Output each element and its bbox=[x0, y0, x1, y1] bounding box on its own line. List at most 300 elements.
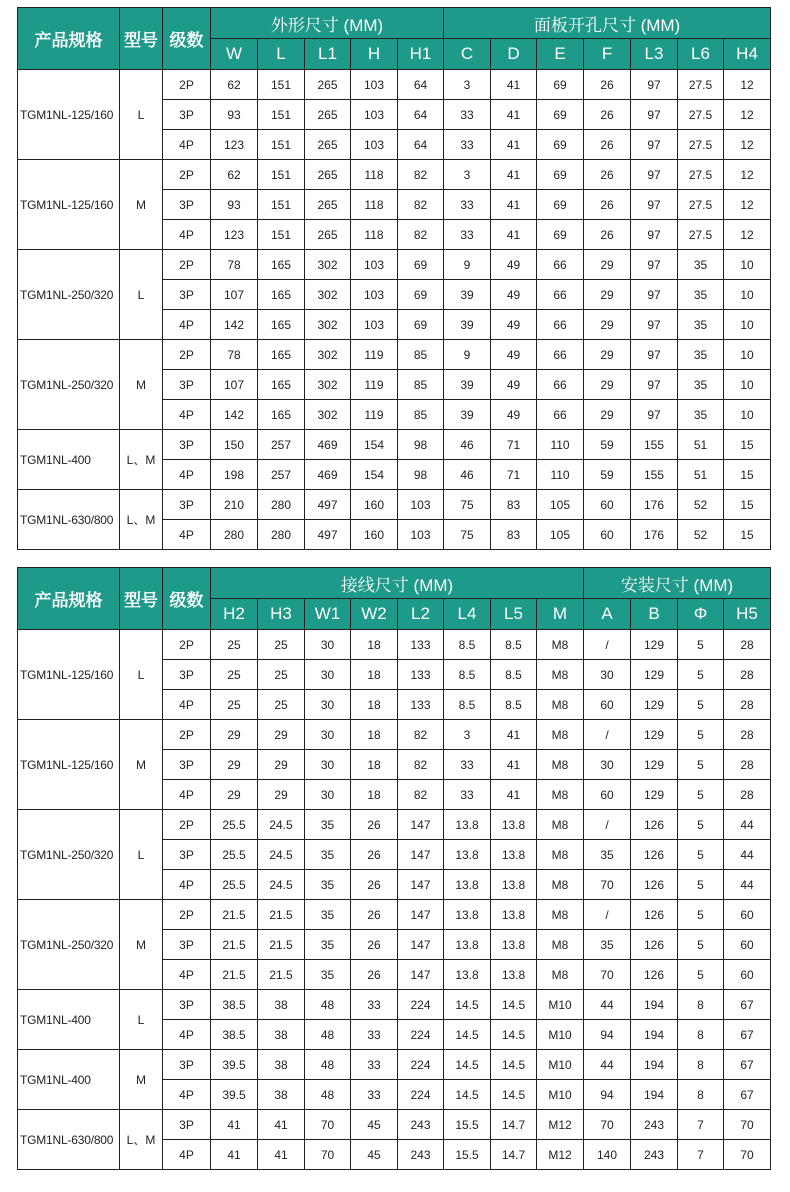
value-cell: 97 bbox=[631, 250, 678, 280]
value-cell: 69 bbox=[398, 250, 444, 280]
value-cell: 142 bbox=[211, 310, 258, 340]
value-cell: 62 bbox=[211, 160, 258, 190]
value-cell: 13.8 bbox=[491, 930, 537, 960]
value-cell: 33 bbox=[351, 990, 398, 1020]
value-cell: 224 bbox=[398, 1020, 444, 1050]
value-cell: 83 bbox=[491, 490, 537, 520]
header-type: 型号 bbox=[120, 8, 163, 70]
value-cell: 66 bbox=[537, 400, 584, 430]
value-cell: 8 bbox=[678, 1050, 724, 1080]
value-cell: 129 bbox=[631, 660, 678, 690]
value-cell: 165 bbox=[258, 400, 305, 430]
model-cell: TGM1NL-125/160 bbox=[18, 720, 120, 810]
value-cell: 27.5 bbox=[678, 160, 724, 190]
value-cell: 10 bbox=[724, 340, 771, 370]
value-cell: 9 bbox=[444, 340, 491, 370]
value-cell: 51 bbox=[678, 430, 724, 460]
value-cell: 26 bbox=[584, 100, 631, 130]
value-cell: 103 bbox=[351, 280, 398, 310]
value-cell: 39.5 bbox=[211, 1080, 258, 1110]
value-cell: 126 bbox=[631, 810, 678, 840]
value-cell: 29 bbox=[211, 780, 258, 810]
value-cell: 28 bbox=[724, 720, 771, 750]
value-cell: M8 bbox=[537, 780, 584, 810]
value-cell: 29 bbox=[584, 310, 631, 340]
value-cell: 14.7 bbox=[491, 1110, 537, 1140]
value-cell: 147 bbox=[398, 840, 444, 870]
pole-cell: 3P bbox=[163, 1050, 211, 1080]
pole-cell: 4P bbox=[163, 220, 211, 250]
table-row bbox=[18, 990, 771, 1020]
value-cell: 119 bbox=[351, 370, 398, 400]
value-cell: 133 bbox=[398, 630, 444, 660]
value-cell: 67 bbox=[724, 990, 771, 1020]
column-header: H2 bbox=[211, 599, 258, 630]
value-cell: 160 bbox=[351, 520, 398, 550]
value-cell: 126 bbox=[631, 870, 678, 900]
value-cell: 29 bbox=[584, 370, 631, 400]
column-header: L5 bbox=[491, 599, 537, 630]
value-cell: 70 bbox=[724, 1140, 771, 1170]
value-cell: 8.5 bbox=[491, 630, 537, 660]
type-cell: L bbox=[120, 70, 163, 160]
column-header: E bbox=[537, 39, 584, 70]
header-installation-dimensions: 安装尺寸 (MM) bbox=[584, 568, 771, 599]
value-cell: 35 bbox=[678, 370, 724, 400]
value-cell: 97 bbox=[631, 280, 678, 310]
value-cell: 210 bbox=[211, 490, 258, 520]
value-cell: 69 bbox=[537, 160, 584, 190]
value-cell: 147 bbox=[398, 870, 444, 900]
value-cell: 151 bbox=[258, 130, 305, 160]
value-cell: M8 bbox=[537, 690, 584, 720]
value-cell: 118 bbox=[351, 190, 398, 220]
column-header: W bbox=[211, 39, 258, 70]
value-cell: M10 bbox=[537, 990, 584, 1020]
value-cell: 98 bbox=[398, 430, 444, 460]
value-cell: 39 bbox=[444, 370, 491, 400]
value-cell: M8 bbox=[537, 720, 584, 750]
value-cell: 142 bbox=[211, 400, 258, 430]
pole-cell: 3P bbox=[163, 370, 211, 400]
value-cell: 49 bbox=[491, 370, 537, 400]
value-cell: 33 bbox=[444, 220, 491, 250]
value-cell: 30 bbox=[305, 690, 351, 720]
model-cell: TGM1NL-250/320 bbox=[18, 810, 120, 900]
value-cell: 13.8 bbox=[444, 930, 491, 960]
value-cell: 8.5 bbox=[444, 660, 491, 690]
value-cell: 243 bbox=[398, 1110, 444, 1140]
value-cell: 60 bbox=[584, 690, 631, 720]
value-cell: 265 bbox=[305, 220, 351, 250]
value-cell: 129 bbox=[631, 690, 678, 720]
value-cell: 9 bbox=[444, 250, 491, 280]
value-cell: 243 bbox=[398, 1140, 444, 1170]
model-cell: TGM1NL-630/800 bbox=[18, 1110, 120, 1170]
value-cell: 13.8 bbox=[491, 840, 537, 870]
value-cell: 10 bbox=[724, 370, 771, 400]
value-cell: 25 bbox=[211, 690, 258, 720]
value-cell: 67 bbox=[724, 1050, 771, 1080]
value-cell: 44 bbox=[584, 990, 631, 1020]
value-cell: 26 bbox=[584, 70, 631, 100]
value-cell: 94 bbox=[584, 1020, 631, 1050]
value-cell: 38.5 bbox=[211, 1020, 258, 1050]
value-cell: 5 bbox=[678, 780, 724, 810]
pole-cell: 3P bbox=[163, 990, 211, 1020]
value-cell: 70 bbox=[305, 1110, 351, 1140]
value-cell: 41 bbox=[491, 780, 537, 810]
value-cell: 26 bbox=[584, 190, 631, 220]
value-cell: M12 bbox=[537, 1140, 584, 1170]
model-cell: TGM1NL-400 bbox=[18, 990, 120, 1050]
value-cell: 70 bbox=[724, 1110, 771, 1140]
value-cell: 33 bbox=[351, 1020, 398, 1050]
value-cell: 302 bbox=[305, 310, 351, 340]
value-cell: 71 bbox=[491, 430, 537, 460]
value-cell: 10 bbox=[724, 310, 771, 340]
value-cell: 93 bbox=[211, 190, 258, 220]
value-cell: 82 bbox=[398, 780, 444, 810]
type-cell: L bbox=[120, 990, 163, 1050]
type-cell: L bbox=[120, 810, 163, 900]
table-row bbox=[18, 810, 771, 840]
value-cell: 18 bbox=[351, 630, 398, 660]
column-header: L2 bbox=[398, 599, 444, 630]
value-cell: 147 bbox=[398, 900, 444, 930]
value-cell: 133 bbox=[398, 660, 444, 690]
table-row bbox=[18, 70, 771, 100]
value-cell: 5 bbox=[678, 870, 724, 900]
column-header: B bbox=[631, 599, 678, 630]
value-cell: 38 bbox=[258, 1050, 305, 1080]
value-cell: 265 bbox=[305, 130, 351, 160]
value-cell: 26 bbox=[584, 220, 631, 250]
value-cell: 30 bbox=[305, 630, 351, 660]
value-cell: 165 bbox=[258, 280, 305, 310]
value-cell: / bbox=[584, 630, 631, 660]
value-cell: 165 bbox=[258, 310, 305, 340]
value-cell: 302 bbox=[305, 250, 351, 280]
value-cell: 51 bbox=[678, 460, 724, 490]
pole-cell: 3P bbox=[163, 280, 211, 310]
column-header: C bbox=[444, 39, 491, 70]
header-spec: 产品规格 bbox=[18, 8, 120, 70]
value-cell: 194 bbox=[631, 1050, 678, 1080]
value-cell: 194 bbox=[631, 1080, 678, 1110]
value-cell: 5 bbox=[678, 960, 724, 990]
value-cell: 302 bbox=[305, 400, 351, 430]
value-cell: 35 bbox=[305, 810, 351, 840]
value-cell: 39 bbox=[444, 400, 491, 430]
value-cell: 60 bbox=[584, 780, 631, 810]
value-cell: 33 bbox=[351, 1050, 398, 1080]
value-cell: 8 bbox=[678, 1080, 724, 1110]
wiring-installation-table bbox=[17, 567, 771, 1170]
value-cell: 25 bbox=[211, 630, 258, 660]
value-cell: 69 bbox=[537, 130, 584, 160]
value-cell: 39 bbox=[444, 310, 491, 340]
value-cell: 151 bbox=[258, 100, 305, 130]
value-cell: 49 bbox=[491, 310, 537, 340]
value-cell: 69 bbox=[398, 280, 444, 310]
value-cell: 69 bbox=[537, 220, 584, 250]
value-cell: 28 bbox=[724, 780, 771, 810]
value-cell: 13.8 bbox=[491, 810, 537, 840]
value-cell: 97 bbox=[631, 340, 678, 370]
value-cell: 257 bbox=[258, 460, 305, 490]
header-wiring-dimensions: 接线尺寸 (MM) bbox=[211, 568, 584, 599]
value-cell: 103 bbox=[351, 100, 398, 130]
value-cell: 27.5 bbox=[678, 130, 724, 160]
value-cell: 25.5 bbox=[211, 840, 258, 870]
value-cell: 41 bbox=[491, 220, 537, 250]
value-cell: 26 bbox=[584, 160, 631, 190]
value-cell: 98 bbox=[398, 460, 444, 490]
table-row bbox=[18, 160, 771, 190]
column-header: Φ bbox=[678, 599, 724, 630]
value-cell: 28 bbox=[724, 750, 771, 780]
value-cell: 13.8 bbox=[444, 900, 491, 930]
header-poles: 级数 bbox=[163, 568, 211, 630]
value-cell: 29 bbox=[211, 720, 258, 750]
type-cell: L、M bbox=[120, 490, 163, 550]
value-cell: 12 bbox=[724, 130, 771, 160]
value-cell: 48 bbox=[305, 1080, 351, 1110]
value-cell: 123 bbox=[211, 220, 258, 250]
value-cell: 83 bbox=[491, 520, 537, 550]
value-cell: 497 bbox=[305, 520, 351, 550]
value-cell: 70 bbox=[305, 1140, 351, 1170]
value-cell: 35 bbox=[584, 930, 631, 960]
pole-cell: 4P bbox=[163, 1080, 211, 1110]
value-cell: 3 bbox=[444, 160, 491, 190]
value-cell: 75 bbox=[444, 490, 491, 520]
value-cell: 25 bbox=[258, 630, 305, 660]
pole-cell: 4P bbox=[163, 780, 211, 810]
value-cell: 18 bbox=[351, 660, 398, 690]
value-cell: 49 bbox=[491, 280, 537, 310]
header-panel-cutout-dimensions: 面板开孔尺寸 (MM) bbox=[444, 8, 771, 39]
model-cell: TGM1NL-250/320 bbox=[18, 900, 120, 990]
value-cell: 46 bbox=[444, 460, 491, 490]
pole-cell: 4P bbox=[163, 400, 211, 430]
value-cell: 103 bbox=[398, 490, 444, 520]
dimensions-table bbox=[17, 7, 771, 550]
value-cell: 67 bbox=[724, 1080, 771, 1110]
value-cell: 82 bbox=[398, 160, 444, 190]
pole-cell: 2P bbox=[163, 630, 211, 660]
value-cell: 60 bbox=[584, 520, 631, 550]
value-cell: 26 bbox=[584, 130, 631, 160]
value-cell: 15.5 bbox=[444, 1110, 491, 1140]
value-cell: 41 bbox=[491, 720, 537, 750]
value-cell: 38.5 bbox=[211, 990, 258, 1020]
value-cell: 62 bbox=[211, 70, 258, 100]
value-cell: 35 bbox=[305, 870, 351, 900]
value-cell: 48 bbox=[305, 1050, 351, 1080]
value-cell: 59 bbox=[584, 430, 631, 460]
pole-cell: 2P bbox=[163, 340, 211, 370]
column-header: L6 bbox=[678, 39, 724, 70]
value-cell: 14.5 bbox=[444, 990, 491, 1020]
value-cell: 69 bbox=[537, 70, 584, 100]
header-type: 型号 bbox=[120, 568, 163, 630]
value-cell: 155 bbox=[631, 460, 678, 490]
value-cell: 46 bbox=[444, 430, 491, 460]
value-cell: 13.8 bbox=[491, 960, 537, 990]
value-cell: 107 bbox=[211, 370, 258, 400]
value-cell: 280 bbox=[211, 520, 258, 550]
table-row bbox=[18, 340, 771, 370]
value-cell: M8 bbox=[537, 870, 584, 900]
value-cell: 29 bbox=[584, 280, 631, 310]
value-cell: 165 bbox=[258, 250, 305, 280]
value-cell: 119 bbox=[351, 400, 398, 430]
model-cell: TGM1NL-400 bbox=[18, 1050, 120, 1110]
value-cell: 67 bbox=[724, 1020, 771, 1050]
value-cell: 105 bbox=[537, 490, 584, 520]
table-row bbox=[18, 1050, 771, 1080]
value-cell: 10 bbox=[724, 400, 771, 430]
value-cell: M12 bbox=[537, 1110, 584, 1140]
column-header: H5 bbox=[724, 599, 771, 630]
pole-cell: 2P bbox=[163, 720, 211, 750]
value-cell: 64 bbox=[398, 130, 444, 160]
value-cell: 265 bbox=[305, 100, 351, 130]
value-cell: 41 bbox=[211, 1140, 258, 1170]
value-cell: 14.5 bbox=[491, 1050, 537, 1080]
value-cell: 126 bbox=[631, 930, 678, 960]
value-cell: 103 bbox=[351, 250, 398, 280]
value-cell: 41 bbox=[491, 160, 537, 190]
type-cell: M bbox=[120, 340, 163, 430]
value-cell: 30 bbox=[305, 780, 351, 810]
value-cell: 29 bbox=[584, 340, 631, 370]
value-cell: 8 bbox=[678, 990, 724, 1020]
pole-cell: 2P bbox=[163, 810, 211, 840]
value-cell: 38 bbox=[258, 1080, 305, 1110]
table-row bbox=[18, 720, 771, 750]
value-cell: 97 bbox=[631, 70, 678, 100]
pole-cell: 4P bbox=[163, 1020, 211, 1050]
value-cell: 52 bbox=[678, 490, 724, 520]
value-cell: 126 bbox=[631, 840, 678, 870]
value-cell: 14.7 bbox=[491, 1140, 537, 1170]
value-cell: 147 bbox=[398, 960, 444, 990]
value-cell: 69 bbox=[537, 190, 584, 220]
value-cell: 21.5 bbox=[211, 900, 258, 930]
value-cell: 33 bbox=[444, 750, 491, 780]
value-cell: 25 bbox=[258, 690, 305, 720]
value-cell: 44 bbox=[724, 840, 771, 870]
value-cell: 302 bbox=[305, 340, 351, 370]
pole-cell: 2P bbox=[163, 900, 211, 930]
value-cell: 29 bbox=[211, 750, 258, 780]
value-cell: 41 bbox=[491, 100, 537, 130]
value-cell: 35 bbox=[678, 310, 724, 340]
value-cell: 30 bbox=[584, 750, 631, 780]
column-header: M bbox=[537, 599, 584, 630]
value-cell: 194 bbox=[631, 990, 678, 1020]
value-cell: 469 bbox=[305, 460, 351, 490]
value-cell: 35 bbox=[678, 280, 724, 310]
column-header: L bbox=[258, 39, 305, 70]
value-cell: 10 bbox=[724, 250, 771, 280]
pole-cell: 4P bbox=[163, 960, 211, 990]
value-cell: M8 bbox=[537, 960, 584, 990]
pole-cell: 4P bbox=[163, 130, 211, 160]
column-header: H1 bbox=[398, 39, 444, 70]
value-cell: 49 bbox=[491, 400, 537, 430]
value-cell: 97 bbox=[631, 400, 678, 430]
value-cell: 151 bbox=[258, 70, 305, 100]
value-cell: 8.5 bbox=[444, 690, 491, 720]
value-cell: 165 bbox=[258, 370, 305, 400]
value-cell: 224 bbox=[398, 1050, 444, 1080]
value-cell: 48 bbox=[305, 990, 351, 1020]
value-cell: 18 bbox=[351, 690, 398, 720]
value-cell: 29 bbox=[584, 400, 631, 430]
value-cell: 25.5 bbox=[211, 810, 258, 840]
value-cell: 14.5 bbox=[491, 990, 537, 1020]
value-cell: 44 bbox=[724, 870, 771, 900]
column-header: H4 bbox=[724, 39, 771, 70]
column-header: W1 bbox=[305, 599, 351, 630]
value-cell: 105 bbox=[537, 520, 584, 550]
value-cell: 59 bbox=[584, 460, 631, 490]
value-cell: 7 bbox=[678, 1110, 724, 1140]
value-cell: 28 bbox=[724, 630, 771, 660]
value-cell: 82 bbox=[398, 190, 444, 220]
value-cell: 27.5 bbox=[678, 70, 724, 100]
value-cell: 30 bbox=[305, 750, 351, 780]
value-cell: 21.5 bbox=[211, 930, 258, 960]
table-row bbox=[18, 630, 771, 660]
value-cell: 25 bbox=[258, 660, 305, 690]
value-cell: 97 bbox=[631, 370, 678, 400]
value-cell: 97 bbox=[631, 100, 678, 130]
value-cell: 70 bbox=[584, 1110, 631, 1140]
value-cell: 64 bbox=[398, 100, 444, 130]
value-cell: 140 bbox=[584, 1140, 631, 1170]
value-cell: 82 bbox=[398, 220, 444, 250]
type-cell: L bbox=[120, 630, 163, 720]
value-cell: 8.5 bbox=[491, 690, 537, 720]
value-cell: 71 bbox=[491, 460, 537, 490]
table-row bbox=[18, 250, 771, 280]
value-cell: 21.5 bbox=[258, 960, 305, 990]
column-header: H3 bbox=[258, 599, 305, 630]
value-cell: 14.5 bbox=[491, 1080, 537, 1110]
value-cell: 35 bbox=[305, 930, 351, 960]
value-cell: 85 bbox=[398, 340, 444, 370]
value-cell: 18 bbox=[351, 780, 398, 810]
value-cell: M10 bbox=[537, 1020, 584, 1050]
value-cell: 52 bbox=[678, 520, 724, 550]
value-cell: 29 bbox=[258, 780, 305, 810]
value-cell: 126 bbox=[631, 900, 678, 930]
column-header: H bbox=[351, 39, 398, 70]
value-cell: 33 bbox=[351, 1080, 398, 1110]
value-cell: 12 bbox=[724, 190, 771, 220]
value-cell: 3 bbox=[444, 720, 491, 750]
value-cell: 69 bbox=[537, 100, 584, 130]
value-cell: 66 bbox=[537, 280, 584, 310]
value-cell: 69 bbox=[398, 310, 444, 340]
value-cell: M8 bbox=[537, 900, 584, 930]
value-cell: 41 bbox=[491, 70, 537, 100]
